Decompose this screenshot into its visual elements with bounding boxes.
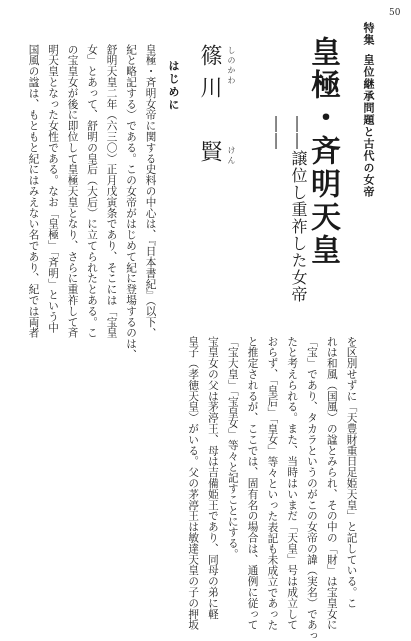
text-column: 明天皇となった女性である。なお「皇極」「斉明」という中 [47, 44, 60, 333]
author-name: 篠川 賢 [197, 44, 222, 172]
text-column: 「宝大皇」「宝皇女」等々と記すことにする。 [226, 336, 239, 560]
text-column: たと考えられる。また、当時はいまだ「天皇」号は成立して [286, 336, 299, 631]
text-column: の宝皇女が後に即位して皇極天皇となり、さらに重祚して斉 [66, 44, 79, 339]
text-column: 女」とあって、舒明の皇后（大后）に立てられたとある。こ [86, 44, 99, 339]
text-column: を区別せずに「天豊財重日足姫天皇」と記している。こ [345, 336, 358, 609]
series-tag: 特集 [362, 22, 375, 46]
article-subtitle: ――譲位し重祚した女帝―― [268, 116, 308, 303]
series-label [360, 22, 376, 222]
text-column: 皇極・斉明女帝に関する史料の中心は、『日本書紀』（以下、 [144, 44, 157, 339]
text-column: 皇子（孝徳天皇）がいる。父の茅渟王は敏達天皇の子の押坂 [187, 336, 200, 631]
text-column: れは和風（国風）の諡とみられ、その中の「財」は宝皇女に [325, 336, 338, 631]
text-column: 舒明天皇二年（六三〇）正月戊寅条であり、そこには「宝皇 [105, 44, 118, 339]
page-number: 50 [389, 8, 401, 18]
text-column: 紀と略記する）である。この女帝がはじめて紀に登場するのは、 [125, 44, 138, 361]
author-ruby-given: けん [227, 146, 236, 166]
text-column: と推定されるが、ここでは、固有名の場合は、通例に従って [246, 336, 259, 631]
text-column: 国風の諡は、もともと紀にはみえない名であり、紀では両者 [27, 44, 40, 339]
text-column: 宝皇女の父は茅渟王、母は吉備姫王であり、同母の弟に軽 [206, 336, 219, 620]
series-theme: 皇位継承問題と古代の女帝 [362, 54, 375, 198]
text-column: 「宝」であり、タカラというのがこの女帝の諱（実名）であっ [305, 336, 318, 641]
article-title: 皇極・斉明天皇 [305, 36, 340, 267]
author-ruby-family: しのかわ [227, 46, 236, 86]
text-column: おらず、「皇后」「皇女」等々といった表記も未成立であった [266, 336, 279, 631]
section-heading: はじめに [167, 60, 180, 112]
